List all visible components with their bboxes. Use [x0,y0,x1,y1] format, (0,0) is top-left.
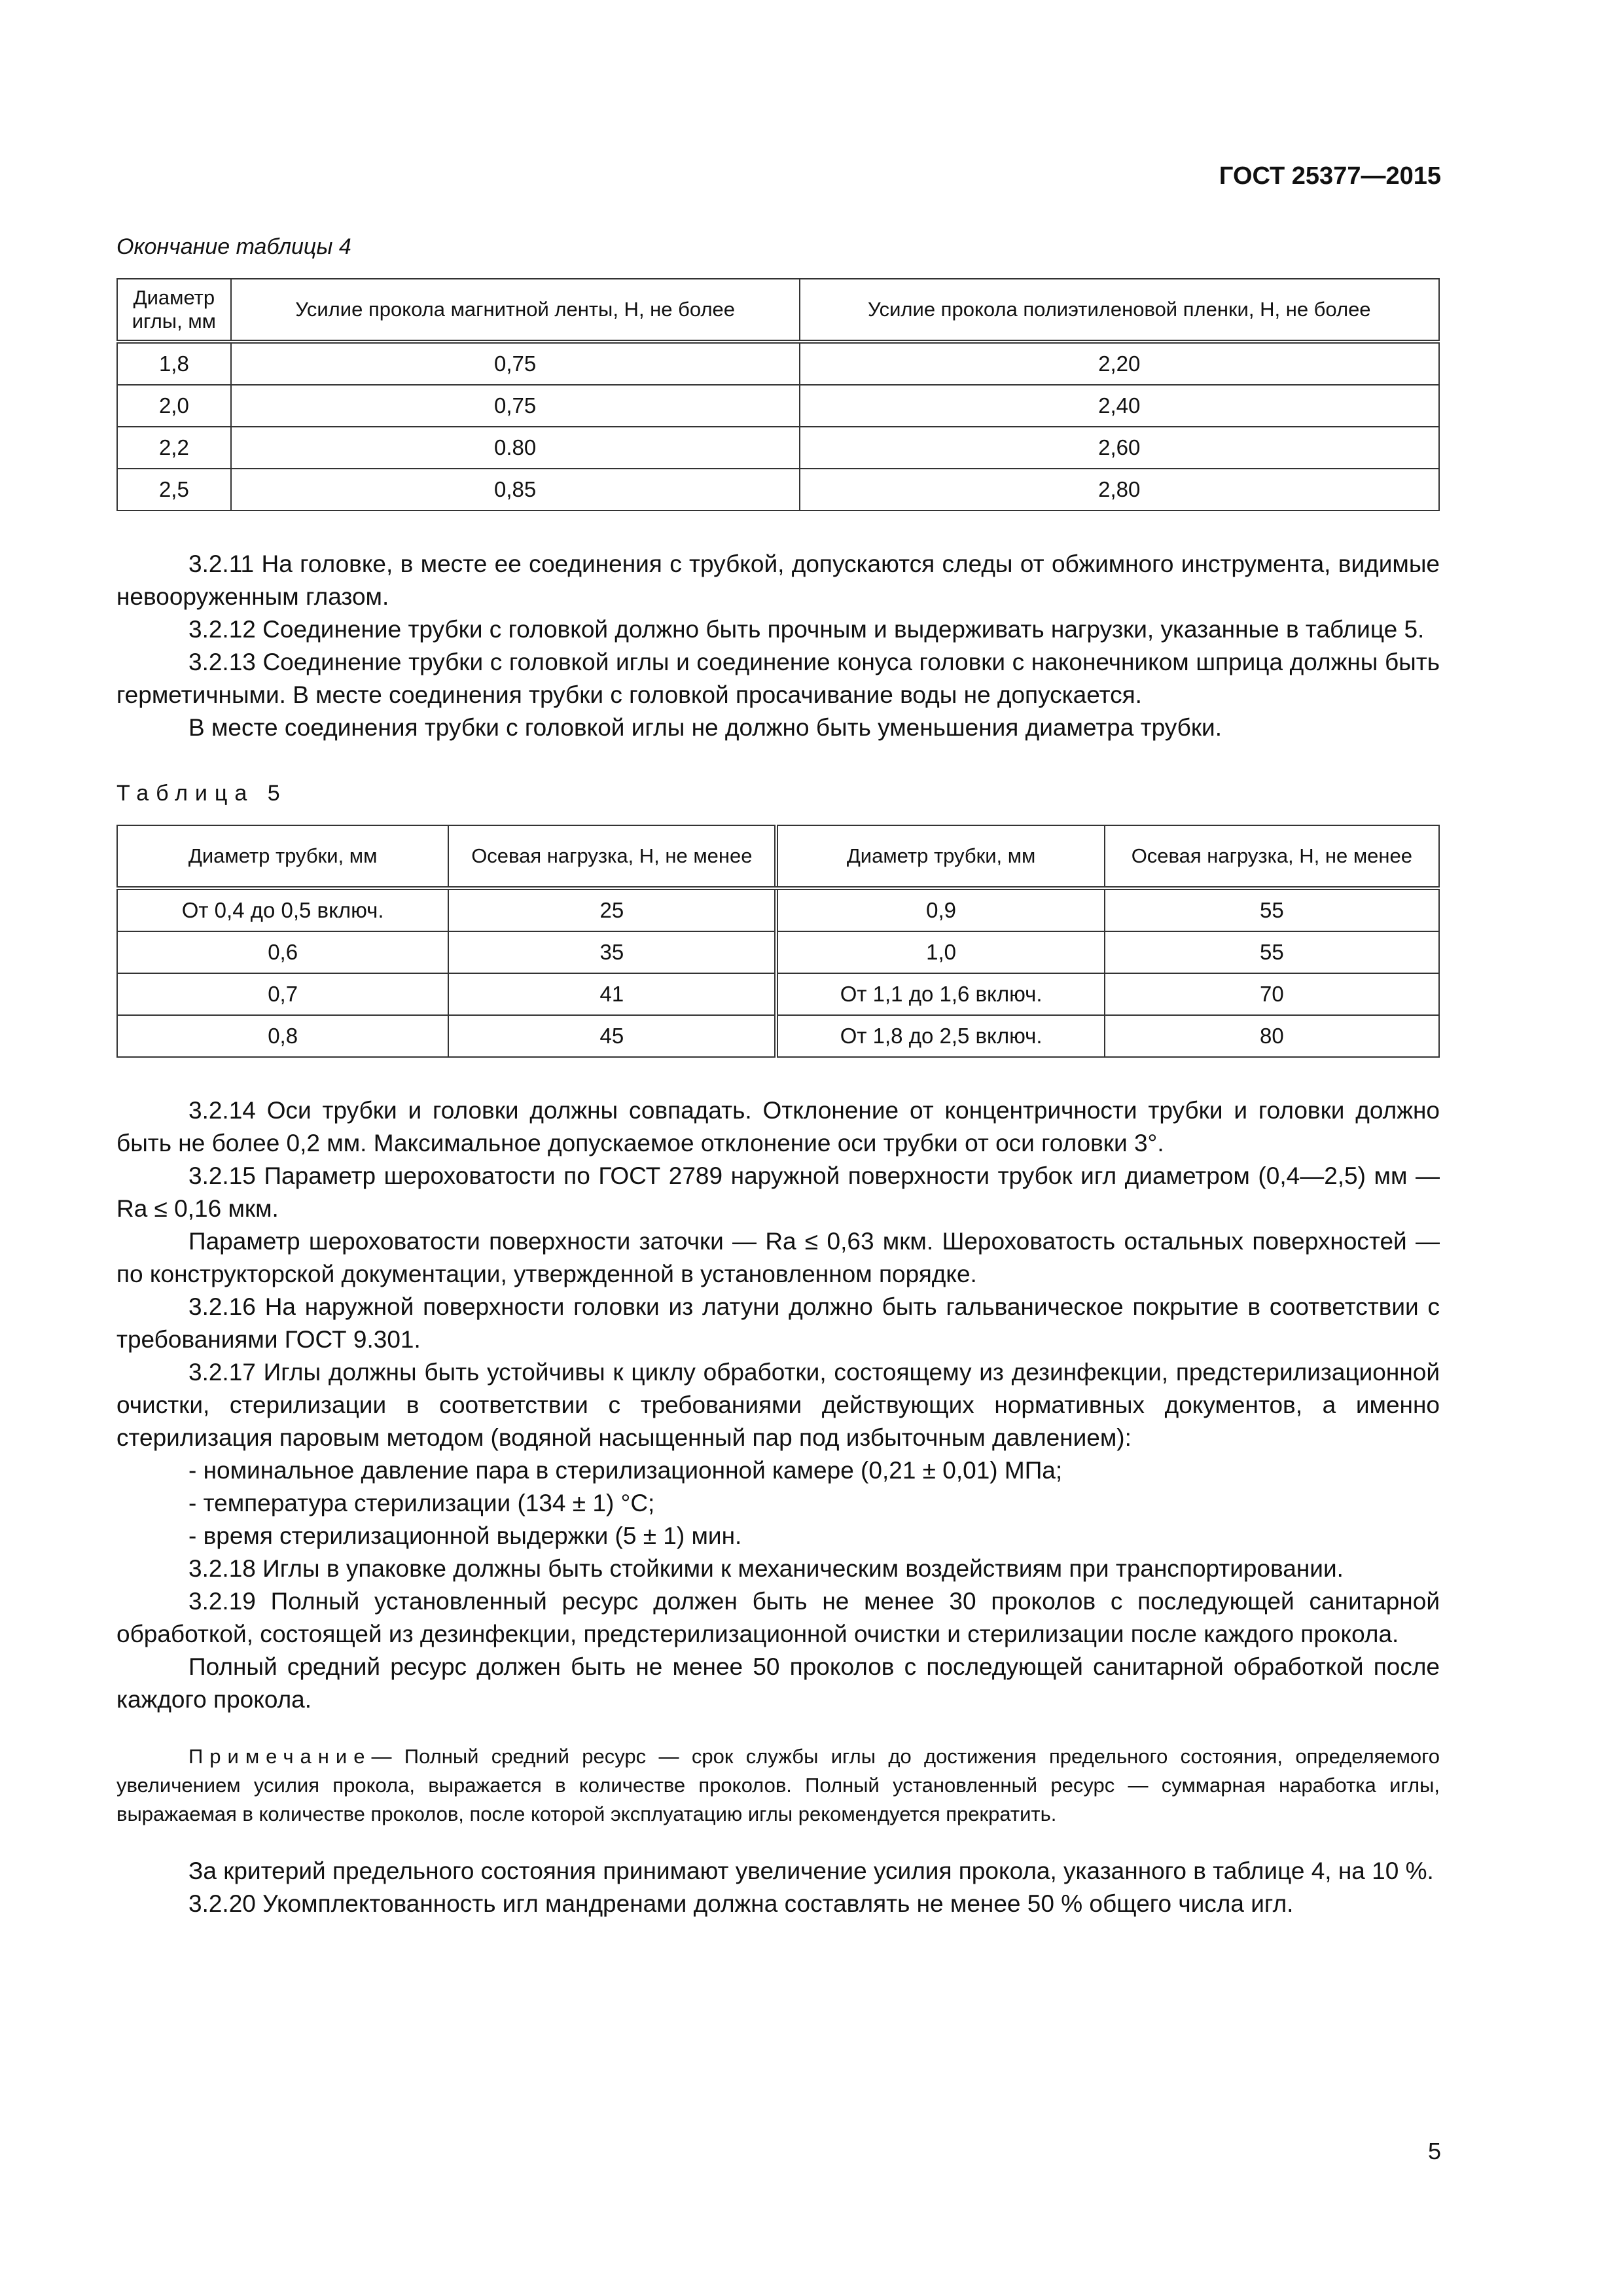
paragraph-3-2-13: 3.2.13 Соединение трубки с головкой иглы и соединение конуса головки с наконечником шприца должны быть герметичными. В месте соединения трубки с головкой просачивание воды не допускается. [116,649,1440,708]
paragraph-3-2-16: 3.2.16 На наружной поверхности головки из латуни должно быть гальваническое покрытие в соответствии с требованиями ГОСТ 9.301. [116,1293,1440,1353]
paragraph-criterion: За критерий предельного состояния принимают увеличение усилия прокола, указанного в таблице 4, на 10 %. [188,1857,1434,1884]
table-cell: 0,75 [231,385,800,427]
table-cell: 2,5 [117,469,231,511]
paragraph-3-2-12: 3.2.12 Соединение трубки с головкой должно быть прочным и выдерживать нагрузки, указанные в таблице 5. [188,616,1425,643]
list-item: - время стерилизационной выдержки (5 ± 1) мин. [188,1522,742,1549]
table5 [116,825,1440,1058]
table-cell: 2,40 [800,385,1439,427]
table-cell: 45 [448,1015,776,1057]
table5-header-cell: Диаметр трубки, мм [117,825,448,888]
note-text: — Полный средний ресурс — срок службы иглы до достижения предельного состояния, определяемого увеличением усилия прокола, выражается в количестве проколов. Полный установленный ресурс — суммарная наработка иглы, выражаемая в количестве проколов, после которой эксплуатацию иглы рекомендуется прекратить. [116,1745,1440,1825]
page-content [116,234,1440,1920]
table-row [117,973,1439,1015]
paragraph-3-2-15: 3.2.15 Параметр шероховатости по ГОСТ 2789 наружной поверхности трубок игл диаметром (0,4—2,5) мм — Ra ≤ 0,16 мкм. [116,1162,1440,1222]
table5-header-cell: Осевая нагрузка, Н, не менее [448,825,776,888]
table-cell: 1,0 [776,931,1104,973]
table4 [116,278,1440,511]
paragraph-3-2-20: 3.2.20 Укомплектованность игл мандренами должна составлять не менее 50 % общего числа игл. [188,1890,1294,1917]
table-cell: 0,75 [231,342,800,385]
table-row [117,1015,1439,1057]
table-cell: 2,60 [800,427,1439,469]
table-cell: 0,85 [231,469,800,511]
list-item: - номинальное давление пара в стерилизационной камере (0,21 ± 0,01) МПа; [188,1457,1063,1484]
table-row [117,469,1439,511]
list-item: - температура стерилизации (134 ± 1) °С; [188,1490,655,1516]
table4-caption: Окончание таблицы 4 [116,234,351,259]
table-cell: 2,80 [800,469,1439,511]
table-cell: 2,2 [117,427,231,469]
note-label: Примечание [188,1745,372,1768]
page-number: 5 [1427,2138,1441,2164]
paragraph-3-2-15-cont: Параметр шероховатости поверхности заточки — Ra ≤ 0,63 мкм. Шероховатость остальных поверхностей — по конструкторской документации, утвержденной в установленном порядке. [116,1228,1440,1287]
table-row [117,427,1439,469]
table5-header-cell: Осевая нагрузка, Н, не менее [1105,825,1439,888]
document-code: ГОСТ 25377—2015 [1219,162,1441,190]
table5-caption: Таблица 5 [116,781,287,806]
table-cell: 70 [1105,973,1439,1015]
table-cell: 35 [448,931,776,973]
paragraph-3-2-17: 3.2.17 Иглы должны быть устойчивы к циклу обработки, состоящему из дезинфекции, предстерилизационной очистки, стерилизации в соответствии с требованиями действующих нормативных документов, а именно стерилизация паровым методом (водяной насыщенный пар под избыточным давлением): [116,1359,1440,1451]
table-cell: От 1,8 до 2,5 включ. [776,1015,1104,1057]
table-cell: 55 [1105,888,1439,931]
table-cell: 1,8 [117,342,231,385]
table-cell: 0,7 [117,973,448,1015]
paragraph-3-2-11: 3.2.11 На головке, в месте ее соединения с трубкой, допускаются следы от обжимного инструмента, видимые невооруженным глазом. [116,550,1440,610]
table-cell: 80 [1105,1015,1439,1057]
table-cell: 2,0 [117,385,231,427]
table-cell: От 1,1 до 1,6 включ. [776,973,1104,1015]
table4-header-cell: Усилие прокола магнитной ленты, Н, не более [231,279,800,342]
table-cell: 55 [1105,931,1439,973]
table-row [117,888,1439,931]
table-row [117,931,1439,973]
table-row [117,385,1439,427]
table5-header-row [117,825,1439,888]
table5-header-cell: Диаметр трубки, мм [776,825,1104,888]
table-cell: 0,9 [776,888,1104,931]
paragraph-3-2-13-cont: В месте соединения трубки с головкой иглы не должно быть уменьшения диаметра трубки. [188,714,1222,741]
table-cell: 0.80 [231,427,800,469]
paragraph-3-2-14: 3.2.14 Оси трубки и головки должны совпадать. Отклонение от концентричности трубки и головки должно быть не более 0,2 мм. Максимальное допускаемое отклонение оси трубки от оси головки 3°. [116,1097,1440,1157]
table-cell: 2,20 [800,342,1439,385]
paragraph-3-2-18: 3.2.18 Иглы в упаковке должны быть стойкими к механическим воздействиям при транспортировании. [188,1555,1344,1582]
table-cell: 0,8 [117,1015,448,1057]
table4-header-cell: Усилие прокола полиэтиленовой пленки, Н, не более [800,279,1439,342]
table4-header-cell: Диаметр иглы, мм [117,279,231,342]
table-row [117,342,1439,385]
table-cell: 41 [448,973,776,1015]
table-cell: 0,6 [117,931,448,973]
table4-header-row [117,279,1439,342]
table-cell: 25 [448,888,776,931]
paragraph-3-2-19-cont: Полный средний ресурс должен быть не менее 50 проколов с последующей санитарной обработкой после каждого прокола. [116,1653,1440,1713]
paragraph-3-2-19: 3.2.19 Полный установленный ресурс должен быть не менее 30 проколов с последующей санитарной обработкой, состоящей из дезинфекции, предстерилизационной очистки и стерилизации после каждого прокола. [116,1588,1440,1647]
table-cell: От 0,4 до 0,5 включ. [117,888,448,931]
note [116,1742,1440,1829]
